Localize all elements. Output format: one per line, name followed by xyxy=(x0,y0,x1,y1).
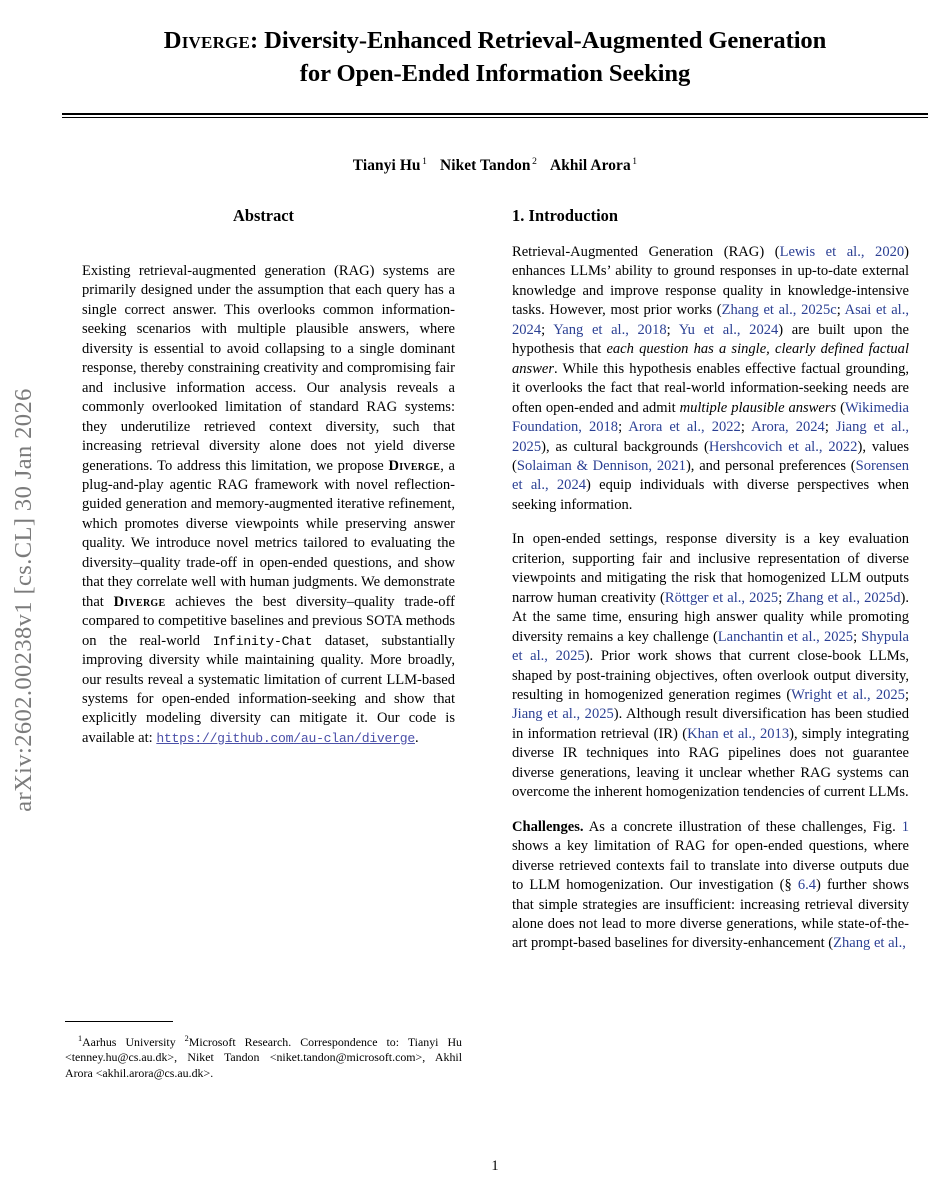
citation-link[interactable]: Shypula et al., 2025 xyxy=(512,628,909,665)
body-text-run: ), and personal preferences ( xyxy=(685,457,856,474)
citation-link[interactable]: Solaiman & Dennison, 2021 xyxy=(516,457,686,474)
system-name-abstract-2: Diverge xyxy=(113,593,166,610)
abstract-part-3: achieves the best diversity–quality trade-off compared to competitive baselines and previous SOTA methods on the real-world xyxy=(82,593,456,649)
author-3-affiliation-marker: 1 xyxy=(632,156,638,167)
title-line-1 xyxy=(62,24,928,57)
citation-link[interactable]: Zhang et al., xyxy=(833,935,906,952)
dataset-name: Infinity-Chat xyxy=(212,633,313,649)
system-name-abstract-1: Diverge xyxy=(388,457,441,474)
author-2 xyxy=(440,157,537,174)
author-3 xyxy=(550,157,637,174)
body-text-run: ; xyxy=(740,419,752,436)
author-1-name: Tianyi Hu xyxy=(352,157,421,175)
body-text-run: ; xyxy=(853,628,862,645)
footnote-affil-2: Microsoft Research. Correspondence to: Tianyi Hu <tenney.hu@cs.au.dk>, Niket Tandon <niket.tandon@microsoft.com>, Akhil Arora <akhil.arora@cs.au.dk>. xyxy=(65,1035,462,1080)
paper-page xyxy=(48,0,942,1200)
page-number: 1 xyxy=(491,1158,499,1174)
body-text-run: ). At the same time, ensuring high answer quality while promoting diversity remains a key challenge ( xyxy=(512,589,909,645)
footnote-marker-2: 2 xyxy=(184,1034,189,1044)
body-text-run: As a concrete illustration of these challenges, Fig. xyxy=(583,818,902,835)
footnote-affil-1: Aarhus University xyxy=(82,1035,185,1050)
system-name-title: Diverge xyxy=(163,27,251,54)
author-2-affiliation-marker: 2 xyxy=(532,156,537,167)
body-text-run: ; xyxy=(904,686,909,703)
footnote-text xyxy=(65,1031,462,1081)
body-text-run: ), values ( xyxy=(512,438,910,474)
citation-link[interactable]: Asai et al., 2024 xyxy=(512,302,909,338)
citation-link[interactable]: Zhang et al., 2025d xyxy=(786,589,901,606)
body-text-run: ) are built upon the hypothesis that xyxy=(512,321,910,358)
author-2-name: Niket Tandon xyxy=(439,157,531,175)
body-text-run: shows a key limitation of RAG for open-ended questions, where diverse retrieved contexts fail to translate into diverse outputs due to LLM homogenization. Our investigation (§ xyxy=(512,838,909,894)
arxiv-stamp xyxy=(0,0,48,1200)
emphasis-text: multiple plausible answers xyxy=(679,399,837,416)
citation-link[interactable]: 6.4 xyxy=(797,877,817,894)
body-text-run: ) equip individuals with diverse perspectives when seeking information. xyxy=(512,477,909,513)
left-column xyxy=(65,206,462,748)
body-text-run: ), as cultural backgrounds ( xyxy=(541,438,709,455)
body-text-run: . While this hypothesis enables effective factual grounding, it overlooks the fact that real-world information-seeking needs are often open-ended and admit xyxy=(512,360,909,416)
introduction-paragraph-1 xyxy=(512,243,909,515)
introduction-heading: 1. Introduction xyxy=(512,206,619,225)
abstract-part-2: , a plug-and-play agentic RAG framework with novel reflection-guided generation and memory-augmented iterative refinement, which promotes diverse viewpoints while preserving answer quality. We introduce novel metrics tailored to evaluating the diversity–quality trade-off in open-ended questions, and show that they correlate well with human judgments. We demonstrate that xyxy=(82,457,455,610)
citation-link[interactable]: Wikimedia Foundation, 2018 xyxy=(512,399,909,436)
author-1-affiliation-marker: 1 xyxy=(422,156,427,167)
abstract-part-1: Existing retrieval-augmented generation (RAG) systems are primarily designed under the assumption that each query has a single correct answer. This overlooks common information-seeking scenarios with multiple plausible answers, where diversity is essential to avoid collapsing to a single dominant response, thereby constraining creativity and compromising fair and inclusive information access. Our analysis reveals a commonly overlooked limitation of standard RAG systems: they underutilize retrieved context diversity, such that increasing retrieval diversity alone does not yield diverse generations. To address this limitation, we propose xyxy=(82,263,455,474)
affiliation-footnote xyxy=(65,1021,462,1081)
citation-link[interactable]: Yu et al., 2024 xyxy=(678,321,779,338)
body-text-run: In open-ended settings, response diversity is a key evaluation criterion, supporting fair and inclusive representation of diverse viewpoints and mitigating the risk that homogenized LLM outputs narrow human creativity ( xyxy=(512,531,909,606)
body-text-run: Retrieval-Augmented Generation (RAG) ( xyxy=(512,244,780,260)
body-text-run: ; xyxy=(824,419,836,436)
body-text-run: ; xyxy=(778,589,787,606)
title-divider-thick xyxy=(62,113,928,115)
citation-link[interactable]: Lewis et al., 2020 xyxy=(779,244,905,260)
abstract-heading: Abstract xyxy=(233,206,294,225)
body-text-run: ; xyxy=(666,321,679,338)
body-text-run: ), simply integrating diverse IR techniques into RAG pipelines does not guarantee diverse generations, leaving it unclear whether RAG systems can overcome the inherent homogenization tendencies of current LLMs. xyxy=(512,725,909,801)
title-divider-thin xyxy=(62,117,928,118)
paper-title xyxy=(62,24,928,90)
body-text-run: ; xyxy=(541,321,554,338)
citation-link[interactable]: Lanchantin et al., 2025 xyxy=(717,628,854,645)
footnote-divider xyxy=(65,1021,173,1022)
author-list xyxy=(62,156,928,175)
abstract-part-end: . xyxy=(414,729,419,746)
body-text-run: ). Prior work shows that current close-book LLMs, shaped by post-training objectives, often overlook output diversity, resulting in homogenized generation regimes ( xyxy=(512,648,909,703)
citation-link[interactable]: Sorensen et al., 2024 xyxy=(512,457,909,494)
body-text-run: ) further shows that simple strategies are insufficient: increasing retrieval diversity alone does not lead to more diverse generations, while state-of-the-art prompt-based baselines for diversity-enhancement ( xyxy=(512,877,909,952)
citation-link[interactable]: Yang et al., 2018 xyxy=(553,321,667,338)
right-column xyxy=(512,206,909,954)
abstract-part-4: dataset, substantially improving diversity while maintaining quality. More broadly, our results reveal a systematic limitation of current LLM-based systems for open-ended information-seeking and show that explicitly modeling diversity can mitigate it. Our code is available at: xyxy=(82,632,455,746)
body-text-run: ; xyxy=(836,302,845,319)
citation-link[interactable]: Jiang et al., 2025 xyxy=(512,419,909,455)
title-divider xyxy=(62,113,928,118)
footnote-marker-1: 1 xyxy=(78,1034,83,1044)
abstract-body xyxy=(82,262,455,748)
body-text-run: ; xyxy=(618,419,629,436)
citation-link[interactable]: Arora, 2024 xyxy=(751,419,825,436)
citation-link[interactable]: Khan et al., 2013 xyxy=(687,725,790,742)
body-text-run: ( xyxy=(836,399,845,416)
citation-link[interactable]: Röttger et al., 2025 xyxy=(664,589,779,606)
title-line-1-rest: : Diversity-Enhanced Retrieval-Augmented Generation xyxy=(250,27,827,54)
author-3-name: Akhil Arora xyxy=(550,157,631,175)
author-1 xyxy=(353,157,427,174)
citation-link[interactable]: Jiang et al., 2025 xyxy=(512,706,614,723)
introduction-paragraph-2 xyxy=(512,530,909,802)
citation-link[interactable]: Hershcovich et al., 2022 xyxy=(708,438,858,455)
citation-link[interactable]: 1 xyxy=(901,818,909,835)
citation-link[interactable]: Wright et al., 2025 xyxy=(791,686,905,703)
body-text-run: ). Although result diversification has been studied in information retrieval (IR) ( xyxy=(512,706,909,742)
emphasis-text: each question has a single, clearly defined factual answer xyxy=(512,341,909,377)
introduction-paragraph-3-challenges xyxy=(512,818,909,954)
paragraph-runin-heading: Challenges. xyxy=(512,818,584,835)
body-text-run: ) enhances LLMs’ ability to ground responses in up-to-date external knowledge and improve response quality in knowledge-intensive tasks. However, most prior works ( xyxy=(512,244,909,319)
title-line-2: for Open-Ended Information Seeking xyxy=(299,60,691,87)
arxiv-stamp-text: arXiv:2602.00238v1 [cs.CL] 30 Jan 2026 xyxy=(10,388,37,812)
citation-link[interactable]: Arora et al., 2022 xyxy=(628,419,741,436)
code-url-link[interactable]: https://github.com/au-clan/diverge xyxy=(156,730,415,746)
citation-link[interactable]: Zhang et al., 2025c xyxy=(721,302,837,319)
